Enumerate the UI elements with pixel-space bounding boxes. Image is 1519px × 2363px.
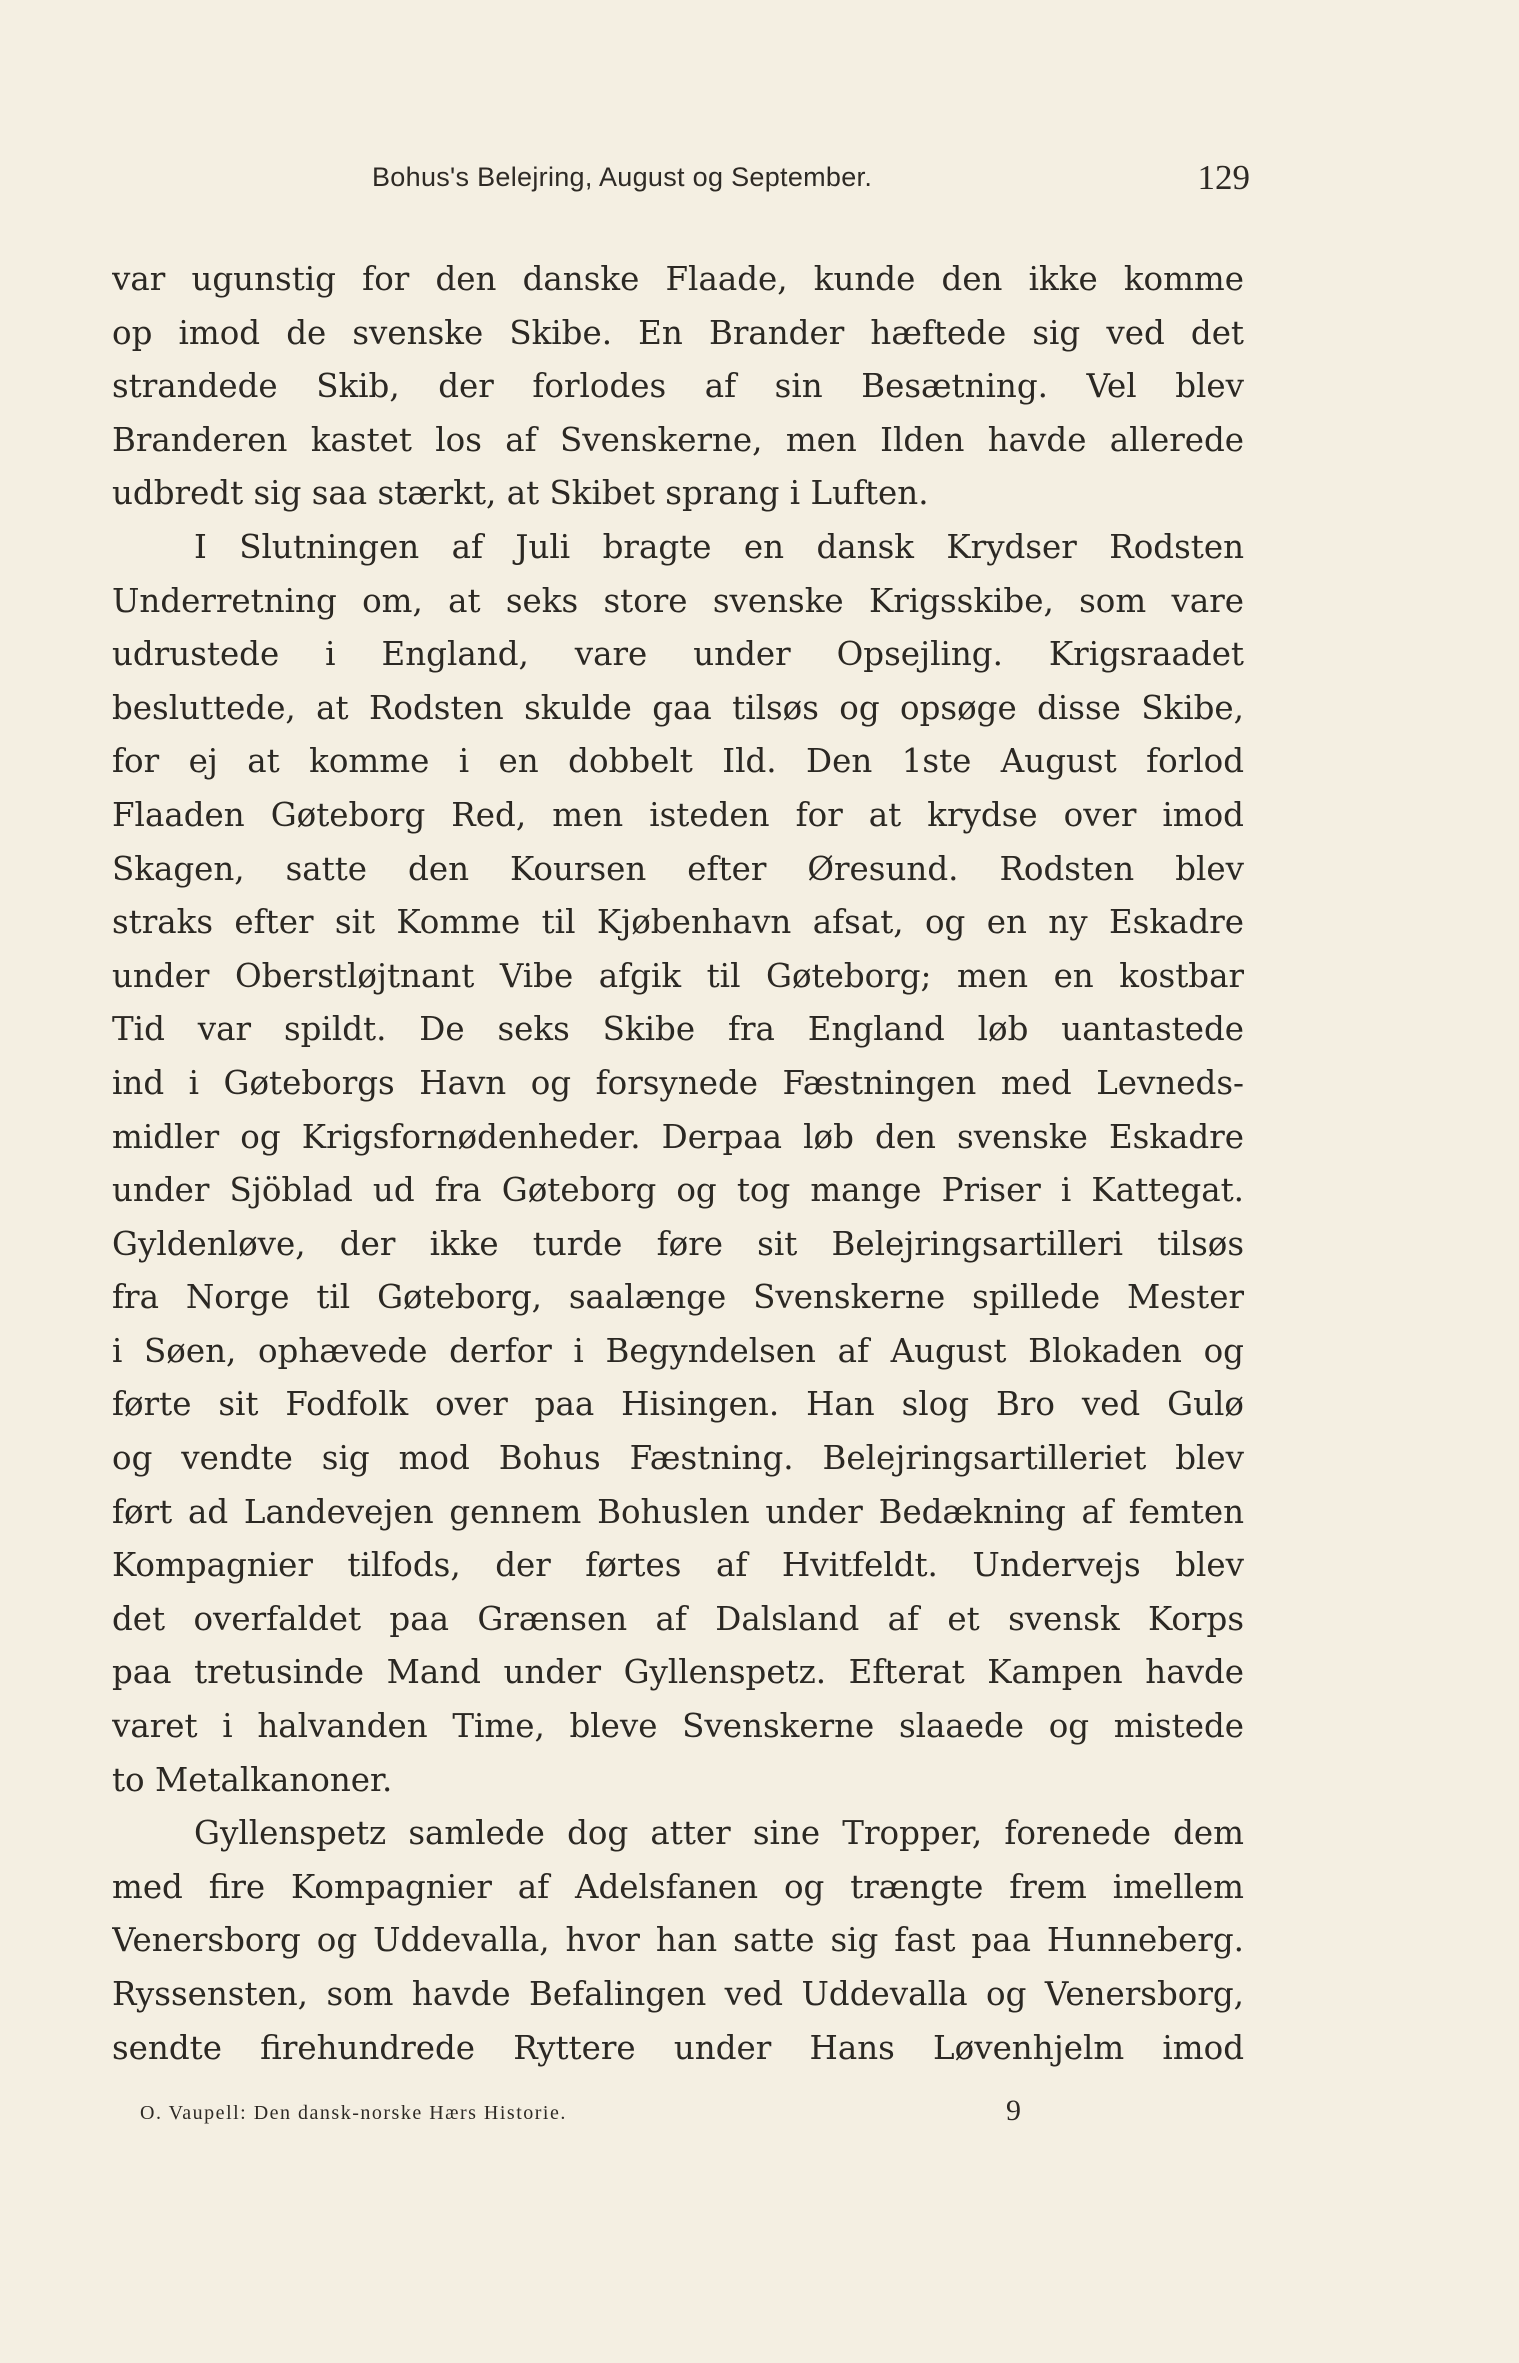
- text-line: under Sjöblad ud fra Gøteborg og tog mange Priser i Kattegat.: [112, 1171, 1244, 1210]
- sheet-signature: 9: [1006, 2094, 1021, 2127]
- text-line: fra Norge til Gøteborg, saalænge Svenskerne spillede Mester: [112, 1278, 1244, 1317]
- page-footer: [140, 2088, 1040, 2138]
- text-line: Tid var spildt. De seks Skibe fra England løb uantastede: [112, 1010, 1244, 1049]
- text-line: paa tretusinde Mand under Gyllenspetz. Efterat Kampen havde: [112, 1653, 1244, 1692]
- text-line: udrustede i England, vare under Opsejling. Krigsraadet: [112, 635, 1244, 674]
- text-line: udbredt sig saa stærkt, at Skibet sprang i Luften.: [112, 474, 929, 513]
- text-line: Venersborg og Uddevalla, hvor han satte sig fast paa Hunneberg.: [112, 1921, 1244, 1960]
- text-line: Gyllenspetz samlede dog atter sine Tropper, forenede dem: [194, 1814, 1244, 1853]
- text-line: under Oberstløjtnant Vibe afgik til Gøteborg; men en kostbar: [112, 956, 1244, 995]
- text-line: midler og Krigsfornødenheder. Derpaa løb den svenske Eskadre: [112, 1117, 1244, 1156]
- text-line: i Søen, ophævede derfor i Begyndelsen af August Blokaden og: [112, 1331, 1244, 1370]
- text-line: Flaaden Gøteborg Red, men isteden for at krydse over imod: [112, 795, 1244, 834]
- text-line: ind i Gøteborgs Havn og forsynede Fæstningen med Levneds-: [112, 1063, 1244, 1102]
- text-line: og vendte sig mod Bohus Fæstning. Belejringsartilleriet blev: [112, 1439, 1244, 1478]
- text-line: det overfaldet paa Grænsen af Dalsland af et svensk Korps: [112, 1599, 1244, 1638]
- text-line: Skagen, satte den Koursen efter Øresund. Rodsten blev: [112, 849, 1244, 888]
- body-text: [112, 253, 1244, 2075]
- footer-source-note: O. Vaupell: Den dansk-norske Hærs Historie.: [140, 2102, 567, 2124]
- running-title: Bohus's Belejring, August og September.: [372, 162, 873, 192]
- text-line: Branderen kastet los af Svenskerne, men Ilden havde allerede: [112, 420, 1244, 459]
- text-line: straks efter sit Komme til Kjøbenhavn afsat, og en ny Eskadre: [112, 903, 1244, 942]
- text-line: Ryssensten, som havde Befalingen ved Uddevalla og Venersborg,: [112, 1975, 1244, 2013]
- text-line: Underretning om, at seks store svenske Krigsskibe, som vare: [112, 581, 1244, 620]
- text-line: to Metalkanoner.: [112, 1760, 393, 1799]
- text-line: varet i halvanden Time, bleve Svenskerne slaaede og mistede: [112, 1707, 1244, 1746]
- text-line: Gyldenløve, der ikke turde føre sit Belejringsartilleri tilsøs: [112, 1224, 1244, 1263]
- page-header: [110, 150, 1250, 210]
- text-line: med fire Kompagnier af Adelsfanen og trængte frem imellem: [112, 1867, 1244, 1906]
- page-number: 129: [1197, 158, 1250, 197]
- text-line: besluttede, at Rodsten skulde gaa tilsøs og opsøge disse Skibe,: [112, 688, 1244, 727]
- text-line: Kompagnier tilfods, der førtes af Hvitfeldt. Undervejs blev: [112, 1546, 1244, 1585]
- text-line: sendte firehundrede Ryttere under Hans Løvenhjelm imod: [112, 2028, 1244, 2067]
- text-line: for ej at komme i en dobbelt Ild. Den 1ste August forlod: [112, 742, 1244, 781]
- text-line: I Slutningen af Juli bragte en dansk Krydser Rodsten: [194, 527, 1244, 566]
- text-line: op imod de svenske Skibe. En Brander hæftede sig ved det: [112, 313, 1244, 352]
- text-line: ført ad Landevejen gennem Bohuslen under Bedækning af femten: [112, 1492, 1244, 1531]
- text-line: strandede Skib, der forlodes af sin Besætning. Vel blev: [112, 367, 1244, 406]
- text-line: førte sit Fodfolk over paa Hisingen. Han slog Bro ved Gulø: [112, 1385, 1244, 1424]
- text-line: var ugunstig for den danske Flaade, kunde den ikke komme: [112, 260, 1244, 298]
